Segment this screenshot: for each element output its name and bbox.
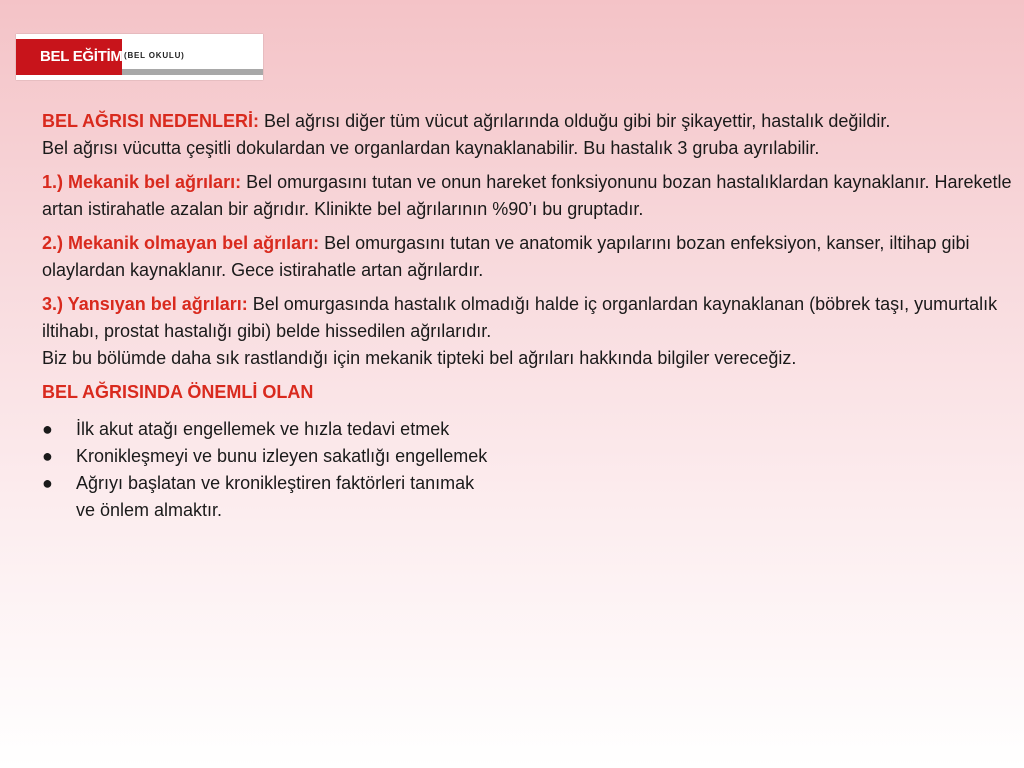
list-item	[42, 443, 1012, 470]
slide-content	[42, 108, 1012, 524]
list-item	[42, 416, 1012, 443]
intro-label: BEL AĞRISI NEDENLERİ:	[42, 111, 260, 131]
intro-paragraph	[42, 108, 1012, 162]
list-item	[42, 470, 1012, 524]
intro-text-2: Bel ağrısı vücutta çeşitli dokulardan ve organlardan kaynaklanabilir. Bu hastalık 3 gruba ayrılabilir.	[42, 138, 820, 158]
list-item-text: Ağrıyı başlatan ve kronikleştiren faktörleri tanımak	[76, 473, 475, 493]
bel-egitimi-logo	[16, 34, 263, 80]
logo-title: BEL EĞİTİMİ	[40, 48, 127, 65]
intro-text: Bel ağrısı diğer tüm vücut ağrılarında olduğu gibi bir şikayettir, hastalık değildir.	[259, 111, 891, 131]
important-heading: BEL AĞRISINDA ÖNEMLİ OLAN	[42, 382, 314, 402]
bullet-icon: ●	[42, 419, 53, 439]
bullet-icon: ●	[42, 446, 53, 466]
bullet-icon: ●	[42, 473, 53, 493]
important-list	[42, 416, 1012, 524]
group-2-label: 2.) Mekanik olmayan bel ağrıları:	[42, 233, 320, 253]
list-item-text: Kronikleşmeyi ve bunu izleyen sakatlığı engellemek	[76, 446, 488, 466]
group-3-label: 3.) Yansıyan bel ağrıları:	[42, 294, 248, 314]
group-3-text-2: Biz bu bölümde daha sık rastlandığı için mekanik tipteki bel ağrıları hakkında bilgiler vereceğiz.	[42, 348, 797, 368]
group-2-paragraph	[42, 230, 1012, 284]
logo-underline	[122, 69, 263, 75]
logo-subtitle: (BEL OKULU)	[124, 51, 185, 60]
group-2-text: Bel omurgasını tutan ve anatomik yapılarını bozan enfeksiyon, kanser, iltihap gibi olaylardan kaynaklanır. Gece istirahatle artan ağrılardır.	[42, 233, 970, 280]
group-3-text: Bel omurgasında hastalık olmadığı halde iç organlardan kaynaklanan (böbrek taşı, yumurtalık iltihabı, prostat hastalığı gibi) belde hissedilen ağrılarıdır.	[42, 294, 998, 341]
list-item-text: İlk akut atağı engellemek ve hızla tedavi etmek	[76, 419, 450, 439]
group-1-text: Bel omurgasını tutan ve onun hareket fonksiyonunu bozan hastalıklardan kaynaklanır. Hareketle artan istirahatle azalan bir ağrıdır. Klinikte bel ağrılarının %90’ı bu gruptadır.	[42, 172, 1012, 219]
list-item-text-continued: ve önlem almaktır.	[76, 500, 223, 520]
group-3-paragraph	[42, 291, 1012, 372]
group-1-paragraph	[42, 169, 1012, 223]
group-1-label: 1.) Mekanik bel ağrıları:	[42, 172, 242, 192]
